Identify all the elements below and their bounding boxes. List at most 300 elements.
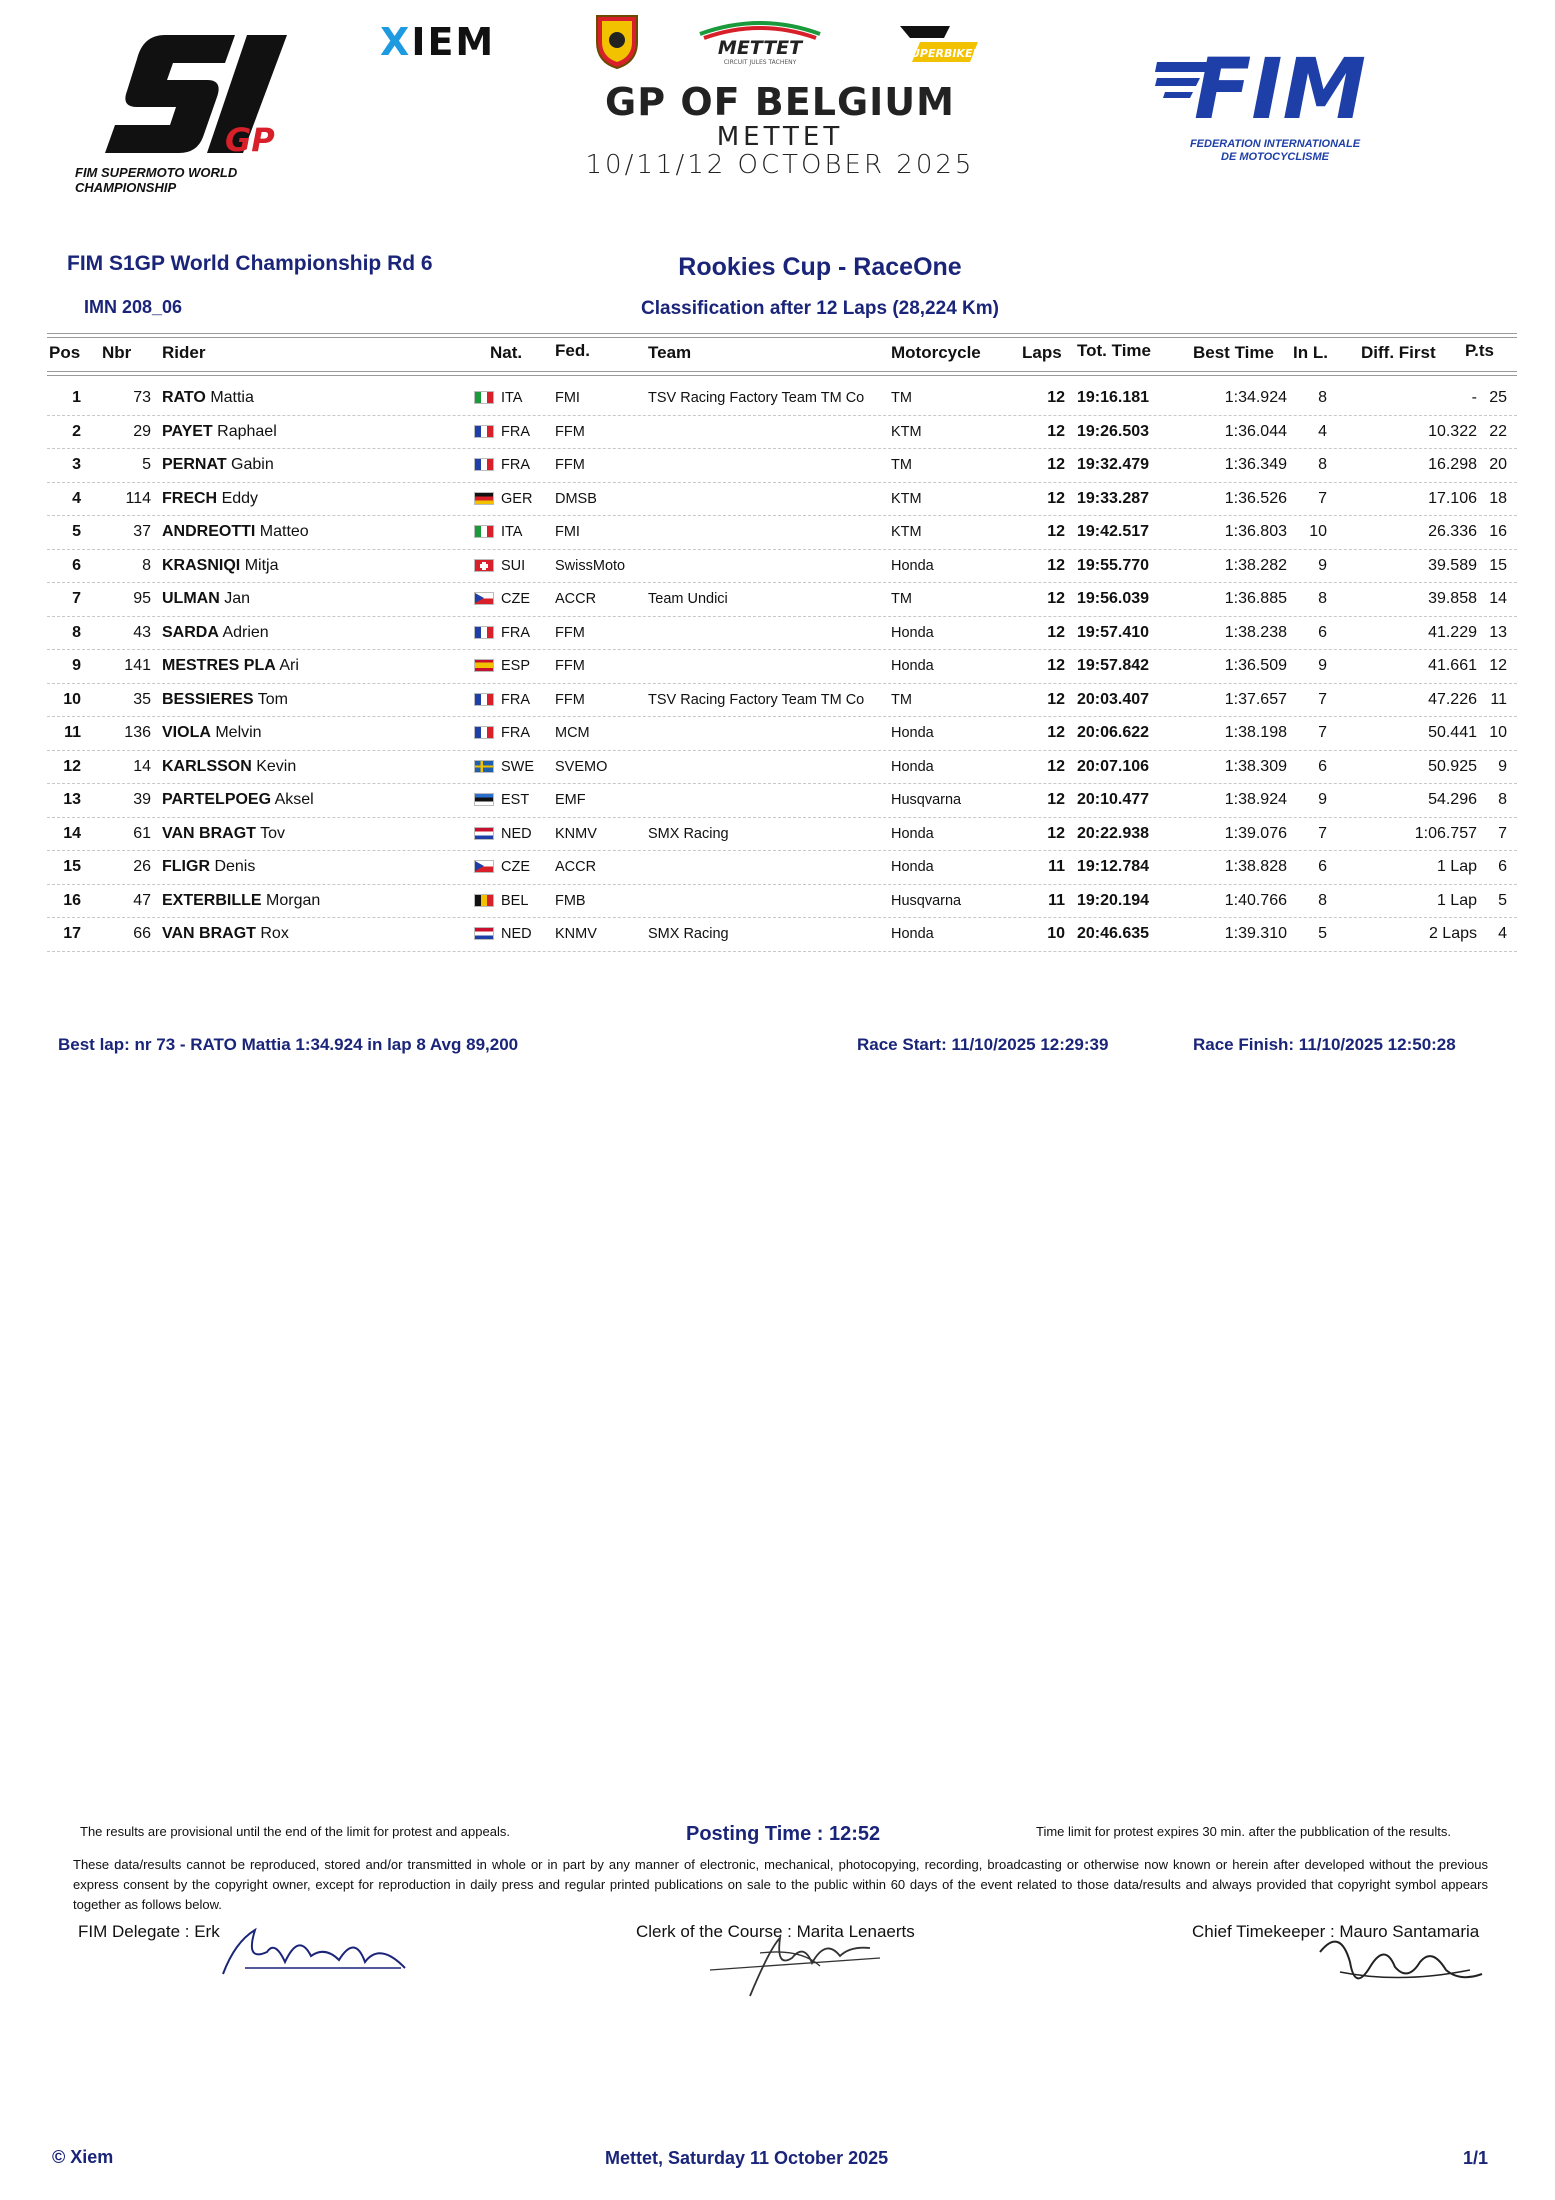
cell-diff-first: 1:06.757	[1414, 824, 1477, 842]
cell-in-lap: 9	[1318, 657, 1327, 674]
cell-points: 10	[1489, 724, 1507, 741]
clerk-of-course: Clerk of the Course : Marita Lenaerts	[636, 1922, 915, 1941]
cell-nat: ITA	[501, 390, 523, 406]
cell-best-time: 1:38.924	[1224, 791, 1287, 808]
rider-firstname: Mattia	[210, 389, 254, 406]
cell-nbr: 8	[142, 556, 151, 574]
posting-time: Posting Time : 12:52	[686, 1823, 881, 1845]
cell-laps: 12	[1047, 824, 1065, 842]
cell-in-lap: 6	[1318, 757, 1327, 775]
cell-nbr: 73	[133, 389, 151, 406]
fim-caption-line1: FEDERATION INTERNATIONALE	[1189, 138, 1361, 150]
cell-fed: KNMV	[555, 825, 597, 842]
rider-firstname: Adrien	[222, 623, 269, 641]
cell-pos: 16	[63, 891, 81, 909]
cell-points: 12	[1489, 657, 1507, 674]
cell-motorcycle: Honda	[891, 725, 934, 741]
cell-fed: SVEMO	[555, 758, 608, 775]
cell-in-lap: 8	[1318, 590, 1327, 607]
table-row	[47, 817, 1517, 852]
copyright-notice: These data/results cannot be reproduced, stored and/or transmitted in whole or in part by any manner of electronic, mechanical, photocopying, recording, broadcasting or otherwise now known or herein after developed without the previous express consent by the copyright owner, except for reproduction in daily press and regular printed publications on sale to the public within 60 days of the event related to those data/results and always provided that copyright symbol appears together as follows below.	[73, 1857, 1488, 1912]
cell-total-time: 19:55.770	[1077, 556, 1150, 574]
cell-pos: 9	[72, 657, 81, 674]
cell-total-time: 19:57.410	[1077, 623, 1150, 641]
rider-lastname: KARLSSON	[162, 757, 252, 775]
cell-nat: SWE	[501, 758, 535, 775]
cell-fed: FMI	[555, 390, 580, 406]
cell-team: SMX Racing	[648, 825, 729, 842]
col-header-rider: Rider	[162, 343, 206, 362]
rider-lastname: KRASNIQI	[162, 556, 241, 574]
fim-logo-caption	[1175, 138, 1375, 164]
cell-pos: 4	[72, 489, 81, 507]
rider-firstname: Gabin	[231, 456, 274, 473]
col-header-motorcycle: Motorcycle	[891, 343, 981, 362]
mettet-logo-text: METTET	[717, 37, 803, 59]
cell-fed: ACCR	[555, 859, 597, 875]
cell-fed: SwissMoto	[555, 557, 626, 574]
table-row	[47, 482, 1517, 517]
cell-best-time: 1:38.828	[1224, 858, 1287, 875]
cell-in-lap: 8	[1318, 389, 1327, 406]
cell-motorcycle: Husqvarna	[891, 892, 962, 909]
flag-icon	[474, 458, 494, 471]
rider-lastname: MESTRES PLA	[162, 657, 276, 674]
cell-nbr: 26	[133, 858, 151, 875]
cell-total-time: 20:07.106	[1077, 757, 1150, 775]
cell-diff-first: 50.441	[1428, 724, 1477, 741]
chief-timekeeper: Chief Timekeeper : Mauro Santamaria	[1192, 1922, 1480, 1941]
cell-motorcycle: TM	[891, 591, 912, 607]
cell-rider	[162, 892, 320, 910]
cell-motorcycle: Honda	[891, 859, 934, 875]
cell-in-lap: 6	[1318, 858, 1327, 875]
cell-nat: CZE	[501, 591, 530, 607]
header-rule-top-2	[47, 337, 1517, 338]
cell-fed: FFM	[555, 423, 585, 440]
cell-diff-first: 47.226	[1428, 690, 1477, 708]
cell-laps: 12	[1047, 489, 1065, 507]
crest-logo	[592, 12, 642, 70]
cell-rider	[162, 624, 269, 642]
superbiker-logo-text: SUPERBIKER	[903, 47, 981, 60]
xiem-logo: XIEM	[380, 20, 496, 64]
cell-motorcycle: TM	[891, 390, 912, 406]
cell-fed: FFM	[555, 457, 585, 473]
cell-in-lap: 7	[1318, 690, 1327, 708]
cell-rider	[162, 389, 254, 407]
cell-nbr: 141	[124, 657, 151, 674]
cell-pos: 12	[63, 757, 81, 775]
cell-points: 8	[1498, 791, 1507, 808]
cell-nat: ESP	[501, 658, 531, 674]
cell-diff-first: 41.661	[1428, 657, 1477, 674]
table-row	[47, 783, 1517, 818]
cell-pos: 6	[72, 556, 81, 574]
rider-firstname: Morgan	[266, 891, 321, 909]
flag-icon	[474, 492, 494, 505]
col-header-fed: Fed.	[555, 341, 590, 360]
rider-firstname: Denis	[214, 858, 256, 875]
flag-icon	[474, 425, 494, 438]
cell-nbr: 61	[133, 824, 151, 842]
race-finish-time: Race Finish: 11/10/2025 12:50:28	[1193, 1035, 1456, 1054]
rider-lastname: VIOLA	[162, 724, 211, 741]
svg-text:GP: GP	[225, 121, 275, 159]
cell-nat: FRA	[501, 457, 530, 473]
cell-points: 25	[1489, 389, 1507, 406]
cell-total-time: 20:03.407	[1077, 690, 1150, 708]
flag-icon	[474, 760, 494, 773]
table-row	[47, 616, 1517, 651]
cell-best-time: 1:39.076	[1224, 824, 1287, 842]
table-row	[47, 850, 1517, 885]
cell-nat: CZE	[501, 859, 530, 875]
header-rule-bottom	[47, 371, 1517, 372]
rider-firstname: Raphael	[217, 422, 277, 440]
cell-points: 15	[1489, 556, 1507, 574]
rider-lastname: ANDREOTTI	[162, 523, 256, 540]
rider-lastname: FLIGR	[162, 858, 210, 875]
cell-points: 20	[1489, 456, 1507, 473]
cell-fed: FMB	[555, 892, 586, 909]
cell-laps: 12	[1047, 791, 1065, 808]
cell-best-time: 1:36.803	[1224, 523, 1287, 540]
flag-icon	[474, 592, 494, 605]
cell-best-time: 1:38.282	[1224, 556, 1287, 574]
flag-icon	[474, 860, 494, 873]
cell-fed: ACCR	[555, 591, 597, 607]
cell-motorcycle: Honda	[891, 926, 934, 942]
cell-in-lap: 7	[1318, 824, 1327, 842]
cell-pos: 8	[72, 623, 81, 641]
cell-nat: FRA	[501, 725, 530, 741]
cell-laps: 12	[1047, 724, 1065, 741]
cell-pos: 14	[63, 824, 81, 842]
col-header-laps: Laps	[1022, 343, 1062, 362]
col-header-nat: Nat.	[490, 343, 523, 362]
cell-laps: 11	[1048, 891, 1065, 909]
cell-rider	[162, 490, 258, 508]
cell-rider	[162, 791, 314, 809]
rider-lastname: FRECH	[162, 489, 218, 507]
cell-laps: 12	[1047, 757, 1065, 775]
table-row	[47, 716, 1517, 751]
cell-diff-first: 2 Laps	[1428, 925, 1477, 942]
cell-fed: FMI	[555, 524, 580, 540]
cell-fed: FFM	[555, 658, 585, 674]
col-header-tot-time: Tot. Time	[1077, 341, 1151, 360]
cell-motorcycle: Honda	[891, 557, 934, 574]
rider-firstname: Tov	[260, 824, 285, 842]
col-header-in-lap: In L.	[1293, 343, 1328, 362]
cell-diff-first: 16.298	[1428, 456, 1477, 473]
fim-delegate: FIM Delegate : Erk	[78, 1922, 220, 1941]
cell-diff-first: 41.229	[1428, 623, 1477, 641]
cell-diff-first: 39.858	[1428, 590, 1477, 607]
cell-nbr: 136	[124, 724, 151, 741]
cell-pos: 13	[63, 791, 81, 808]
timekeeper-signature	[1300, 1922, 1490, 1997]
cell-diff-first: 54.296	[1428, 791, 1477, 808]
cell-diff-first: 26.336	[1428, 523, 1477, 540]
cell-rider	[162, 657, 299, 675]
cell-motorcycle: Honda	[891, 758, 934, 775]
cell-motorcycle: KTM	[891, 490, 922, 507]
table-row	[47, 683, 1517, 718]
cell-best-time: 1:36.044	[1224, 422, 1287, 440]
rider-firstname: Tom	[257, 690, 288, 708]
cell-best-time: 1:39.310	[1224, 925, 1287, 942]
rider-lastname: SARDA	[162, 623, 219, 641]
cell-points: 14	[1489, 590, 1507, 607]
cell-nbr: 66	[133, 925, 151, 942]
cell-laps: 12	[1047, 456, 1065, 473]
cell-points: 5	[1498, 891, 1507, 909]
cell-laps: 12	[1047, 657, 1065, 674]
cell-pos: 10	[63, 690, 81, 708]
cell-nat: GER	[501, 490, 533, 507]
cell-points: 13	[1489, 623, 1507, 641]
event-dates: 10/11/12 OCTOBER 2025	[585, 150, 975, 180]
rider-firstname: Rox	[260, 925, 289, 942]
table-row	[47, 381, 1517, 416]
cell-nat: BEL	[501, 892, 529, 909]
cell-laps: 10	[1047, 925, 1065, 942]
rider-lastname: VAN BRAGT	[162, 824, 256, 842]
cell-nat: ITA	[501, 524, 523, 540]
cell-team: SMX Racing	[648, 926, 729, 942]
cell-nbr: 114	[125, 489, 151, 507]
table-row	[47, 515, 1517, 550]
cell-nbr: 29	[133, 422, 151, 440]
rider-firstname: Melvin	[215, 724, 262, 741]
cell-best-time: 1:37.657	[1224, 690, 1287, 708]
cell-total-time: 20:22.938	[1077, 824, 1150, 842]
cell-total-time: 19:16.181	[1077, 389, 1150, 406]
cell-motorcycle: Honda	[891, 624, 934, 641]
cell-diff-first: 1 Lap	[1436, 858, 1477, 875]
table-row	[47, 917, 1517, 952]
cell-rider	[162, 557, 278, 575]
cell-nbr: 47	[133, 891, 151, 909]
flag-icon	[474, 559, 494, 572]
classification-subtitle: Classification after 12 Laps (28,224 Km)	[641, 298, 999, 319]
flag-icon	[474, 391, 494, 404]
cell-diff-first: -	[1471, 389, 1477, 406]
rider-firstname: Mitja	[244, 556, 279, 574]
col-header-diff-first: Diff. First	[1361, 343, 1436, 362]
cell-in-lap: 9	[1318, 556, 1327, 574]
rider-lastname: PAYET	[162, 422, 213, 440]
cell-points: 9	[1498, 757, 1507, 775]
cell-nbr: 5	[142, 456, 151, 473]
cell-points: 18	[1489, 489, 1507, 507]
flag-icon	[474, 626, 494, 639]
event-name: GP OF BELGIUM	[605, 80, 955, 124]
rider-lastname: EXTERBILLE	[162, 891, 262, 909]
cell-rider	[162, 590, 250, 608]
cell-laps: 11	[1048, 858, 1065, 875]
championship-title: FIM S1GP World Championship Rd 6	[67, 252, 433, 275]
cell-best-time: 1:40.766	[1224, 891, 1287, 909]
cell-nbr: 37	[133, 523, 151, 540]
cell-nat: FRA	[501, 624, 530, 641]
cell-laps: 12	[1047, 523, 1065, 540]
table-row	[47, 750, 1517, 785]
cell-motorcycle: Honda	[891, 825, 934, 842]
flag-icon	[474, 894, 494, 907]
protest-limit-note: Time limit for protest expires 30 min. after the pubblication of the results.	[1036, 1824, 1451, 1839]
cell-diff-first: 17.106	[1428, 489, 1477, 507]
table-row	[47, 549, 1517, 584]
cell-best-time: 1:38.309	[1224, 757, 1287, 775]
col-header-nbr: Nbr	[102, 343, 132, 362]
cell-laps: 12	[1047, 690, 1065, 708]
flag-icon	[474, 659, 494, 672]
cell-fed: MCM	[555, 725, 590, 741]
table-row	[47, 884, 1517, 919]
cell-fed: KNMV	[555, 926, 597, 942]
cell-nat: EST	[501, 792, 530, 808]
cell-rider	[162, 724, 262, 742]
flag-icon	[474, 726, 494, 739]
cell-points: 22	[1489, 422, 1507, 440]
cell-in-lap: 9	[1318, 791, 1327, 808]
cell-total-time: 19:12.784	[1077, 858, 1150, 875]
rider-lastname: PERNAT	[162, 456, 227, 473]
cell-in-lap: 8	[1318, 891, 1327, 909]
cell-in-lap: 8	[1318, 456, 1327, 473]
cell-laps: 12	[1047, 623, 1065, 641]
cell-nat: NED	[501, 825, 532, 842]
event-title-block	[480, 80, 1080, 180]
cell-nat: SUI	[501, 557, 526, 574]
col-header-team: Team	[648, 343, 692, 362]
cell-diff-first: 1 Lap	[1436, 891, 1477, 909]
fim-logo-text: FIM	[1193, 40, 1367, 135]
cell-team: TSV Racing Factory Team TM Co	[648, 691, 865, 708]
cell-nbr: 95	[133, 590, 151, 607]
cell-rider	[162, 858, 255, 876]
cell-pos: 1	[72, 389, 81, 406]
mettet-logo-subtext: CIRCUIT JULES TACHENY	[723, 59, 797, 66]
cell-in-lap: 4	[1318, 422, 1327, 440]
cell-best-time: 1:36.349	[1224, 456, 1287, 473]
rider-lastname: BESSIERES	[162, 690, 254, 708]
cell-rider	[162, 691, 288, 709]
cell-motorcycle: TM	[891, 457, 912, 473]
cell-rider	[162, 825, 285, 843]
cell-pos: 7	[72, 590, 81, 607]
col-header-best-time: Best Time	[1193, 343, 1274, 362]
rider-firstname: Ari	[279, 657, 299, 674]
rider-firstname: Eddy	[221, 489, 259, 507]
cell-diff-first: 10.322	[1428, 422, 1477, 440]
rider-firstname: Kevin	[256, 757, 297, 775]
cell-nat: FRA	[501, 691, 530, 708]
cell-pos: 17	[63, 925, 81, 942]
cell-total-time: 20:46.635	[1077, 925, 1150, 942]
cell-fed: DMSB	[555, 490, 597, 507]
cell-team: TSV Racing Factory Team TM Co	[648, 390, 865, 406]
cell-pos: 3	[72, 456, 81, 473]
provisional-note: The results are provisional until the end of the limit for protest and appeals.	[80, 1824, 510, 1839]
cell-team: Team Undici	[648, 591, 728, 607]
cell-points: 6	[1498, 858, 1507, 875]
cell-points: 4	[1498, 925, 1507, 942]
cell-motorcycle: KTM	[891, 524, 922, 540]
cell-best-time: 1:36.885	[1224, 590, 1287, 607]
cell-best-time: 1:38.238	[1224, 623, 1287, 641]
cell-fed: FFM	[555, 691, 585, 708]
cell-total-time: 20:10.477	[1077, 791, 1150, 808]
cell-total-time: 19:56.039	[1077, 590, 1150, 607]
cell-total-time: 19:42.517	[1077, 523, 1150, 540]
cell-best-time: 1:36.509	[1224, 657, 1287, 674]
cell-best-time: 1:34.924	[1224, 389, 1287, 406]
cell-best-time: 1:38.198	[1224, 724, 1287, 741]
cell-rider	[162, 456, 274, 474]
cell-nat: FRA	[501, 423, 530, 440]
header-rule-bottom-2	[47, 375, 1517, 376]
cell-best-time: 1:36.526	[1224, 489, 1287, 507]
rider-firstname: Aksel	[274, 791, 314, 808]
cell-rider	[162, 423, 277, 441]
table-row	[47, 582, 1517, 617]
flag-icon	[474, 693, 494, 706]
fim-caption-line2: DE MOTOCYCLISME	[1221, 151, 1329, 163]
cell-in-lap: 6	[1318, 623, 1327, 641]
cell-total-time: 19:32.479	[1077, 456, 1150, 473]
page-number: 1/1	[1463, 2148, 1489, 2168]
cell-total-time: 19:33.287	[1077, 489, 1150, 507]
fim-logo	[1155, 40, 1385, 200]
superbiker-logo	[880, 18, 990, 68]
cell-nbr: 39	[133, 791, 151, 808]
cell-motorcycle: KTM	[891, 423, 922, 440]
table-row	[47, 415, 1517, 450]
cell-pos: 15	[63, 858, 81, 875]
cell-rider	[162, 758, 296, 776]
cell-in-lap: 10	[1309, 523, 1327, 540]
cell-laps: 12	[1047, 389, 1065, 406]
cell-fed: EMF	[555, 792, 586, 808]
col-header-pos: Pos	[49, 343, 81, 362]
cell-pos: 5	[72, 523, 81, 540]
cell-motorcycle: Husqvarna	[891, 792, 962, 808]
cell-pos: 11	[64, 724, 81, 741]
cell-diff-first: 50.925	[1428, 757, 1477, 775]
delegate-signature	[215, 1922, 410, 1980]
rider-firstname: Jan	[224, 590, 251, 607]
rider-lastname: VAN BRAGT	[162, 925, 256, 942]
cell-motorcycle: Honda	[891, 658, 934, 674]
cell-motorcycle: TM	[891, 691, 912, 708]
table-row	[47, 649, 1517, 684]
cell-diff-first: 39.589	[1428, 556, 1477, 574]
cell-laps: 12	[1047, 590, 1065, 607]
flag-icon	[474, 827, 494, 840]
cell-nat: NED	[501, 926, 532, 942]
cell-total-time: 19:20.194	[1077, 891, 1150, 909]
rider-lastname: RATO	[162, 389, 206, 406]
imn-code: IMN 208_06	[84, 297, 183, 317]
cell-total-time: 19:26.503	[1077, 422, 1150, 440]
flag-icon	[474, 793, 494, 806]
best-lap-info: Best lap: nr 73 - RATO Mattia 1:34.924 in lap 8 Avg 89,200	[58, 1035, 519, 1054]
flag-icon	[474, 525, 494, 538]
